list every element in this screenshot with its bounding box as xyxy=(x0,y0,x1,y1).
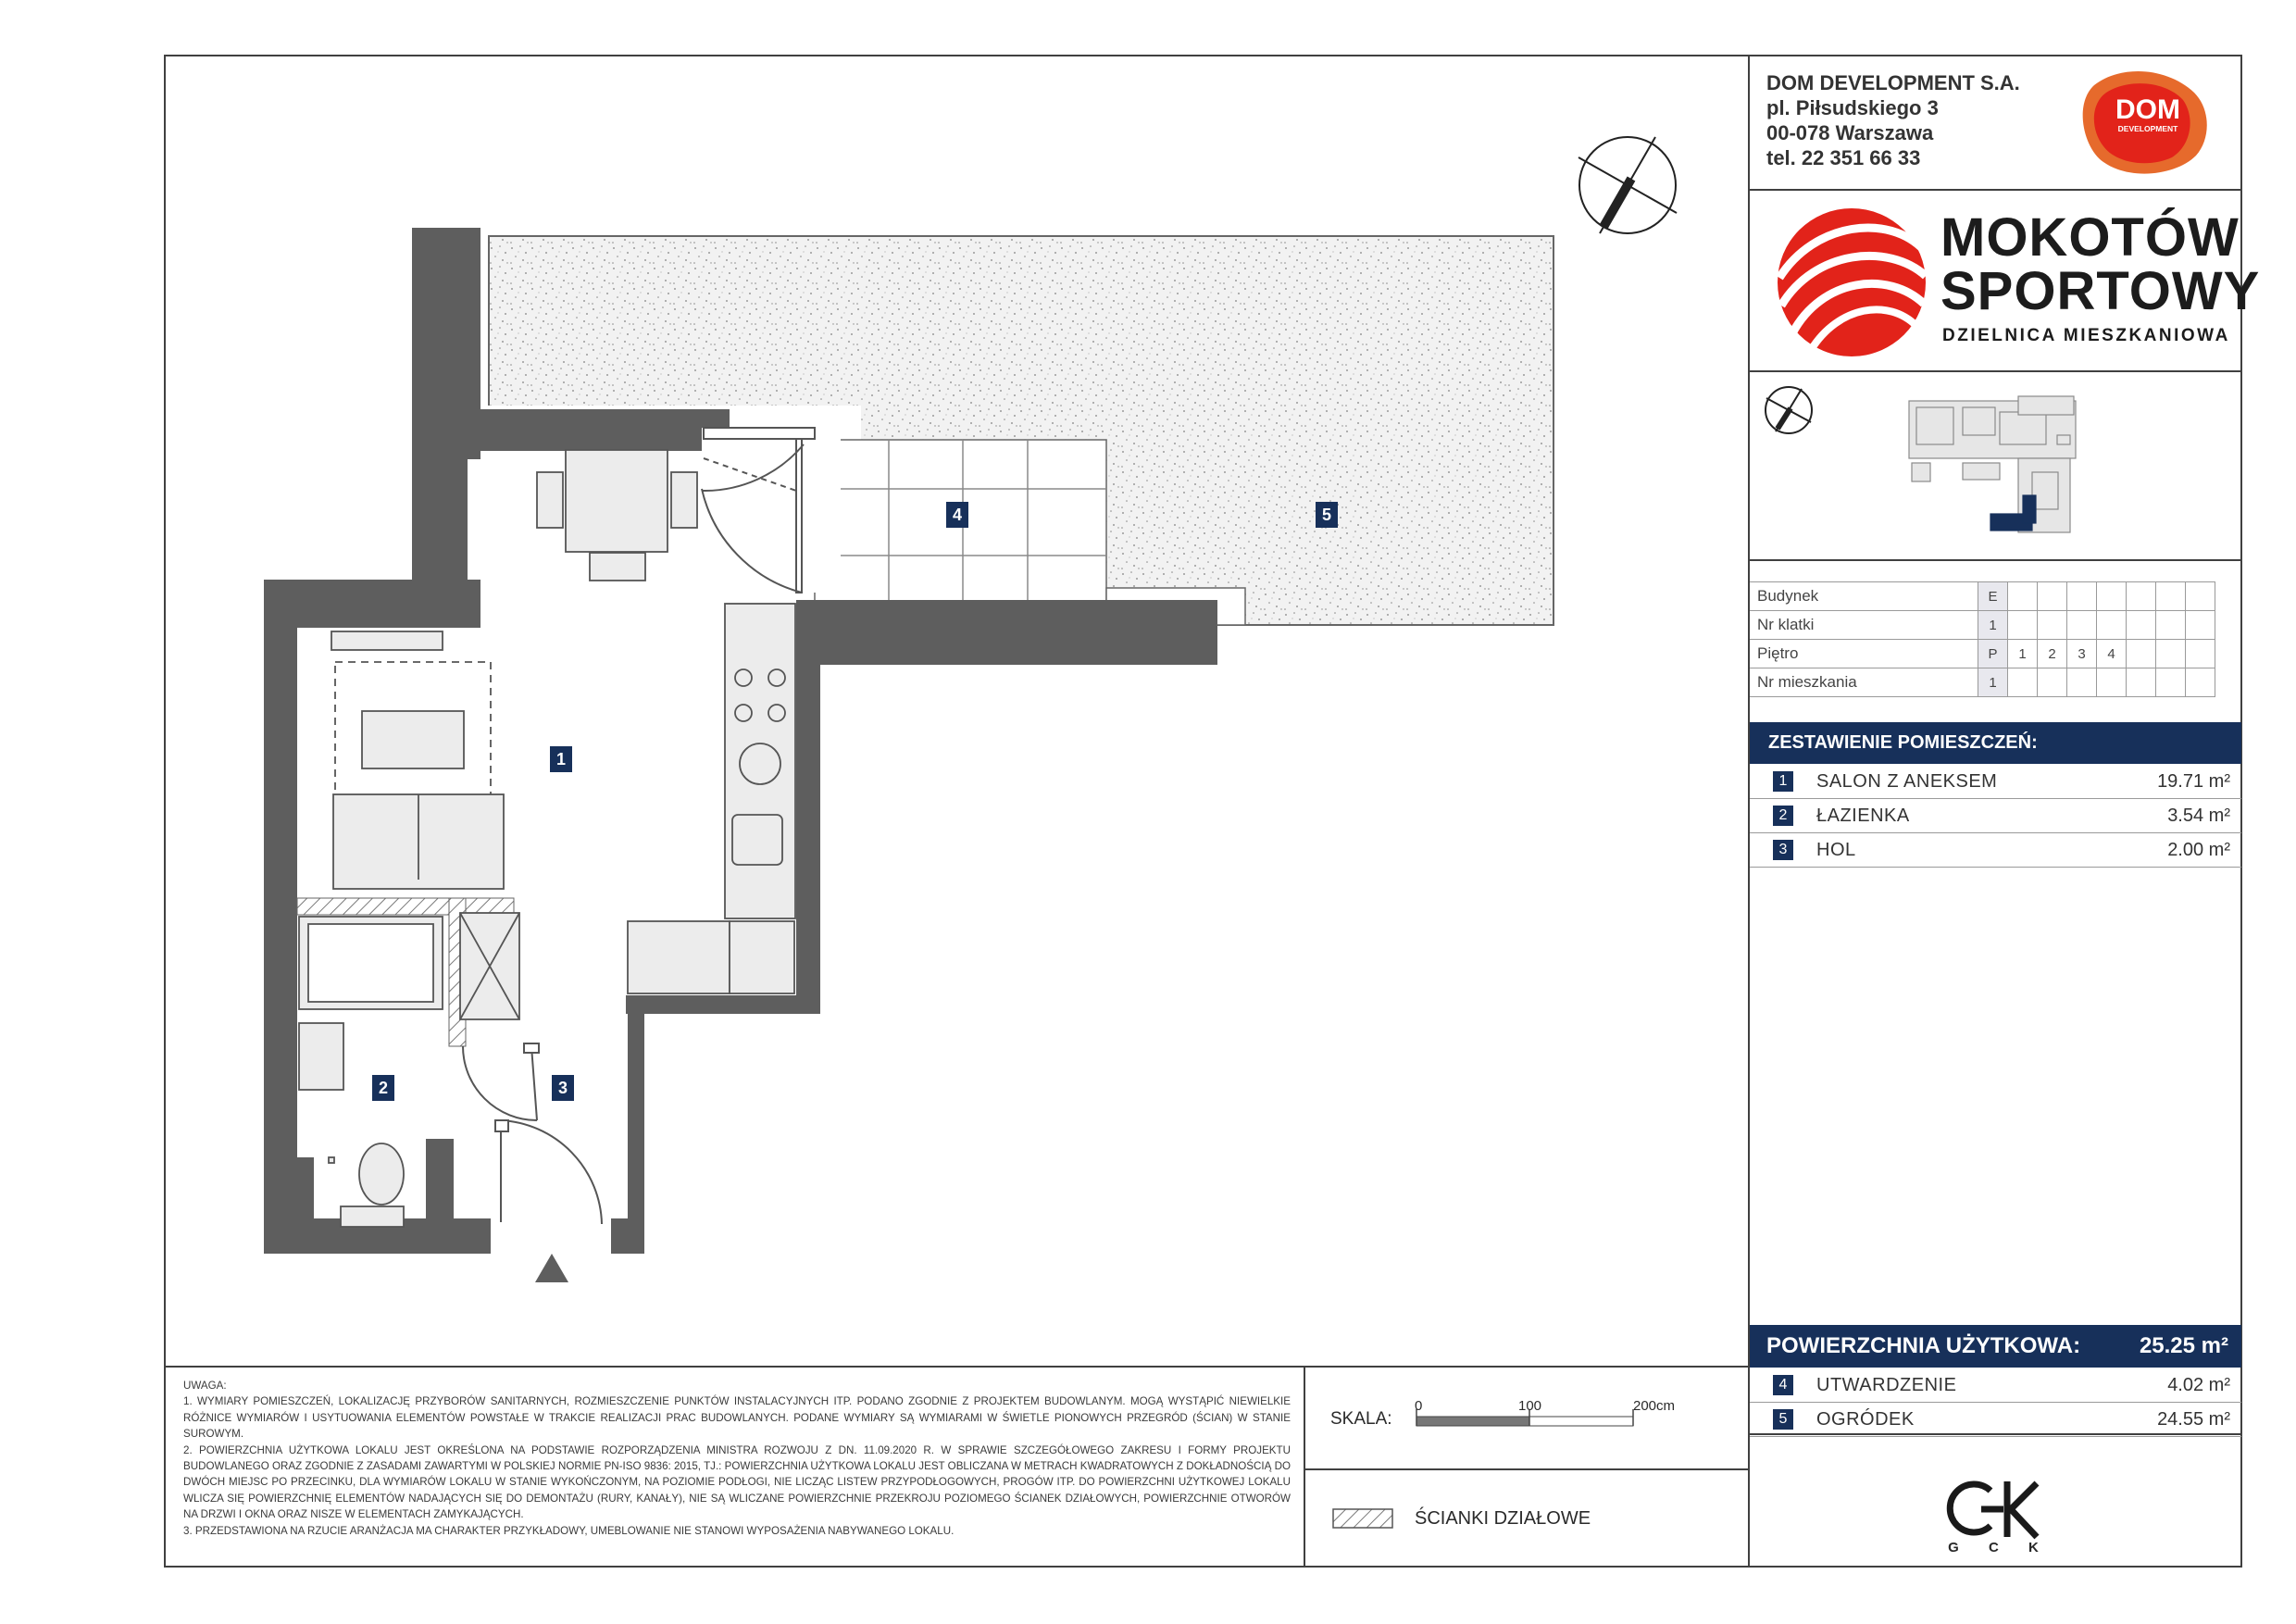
room-number: 2 xyxy=(1773,806,1793,826)
room-name: ŁAZIENKA xyxy=(1816,806,1910,826)
company-address1: pl. Piłsudskiego 3 xyxy=(1766,96,1939,119)
room-number: 5 xyxy=(1773,1409,1793,1430)
room-tag-2: 2 xyxy=(372,1075,394,1101)
apartment-info-table xyxy=(1750,581,2215,697)
room-name: OGRÓDEK xyxy=(1816,1409,1915,1430)
usable-area-label: POWIERZCHNIA UŻYTKOWA: xyxy=(1766,1333,2081,1358)
list-item xyxy=(1750,1403,2241,1437)
note-item: 3. PRZEDSTAWIONA NA RZUCIE ARANŻACJA MA CHARAKTER PRZYKŁADOWY, UMEBLOWANIE NIE STANOWI WYPOSAŻENIA NABYWANEGO LOKALU. xyxy=(183,1524,955,1537)
room-number: 1 xyxy=(1773,771,1793,792)
rooms-header: ZESTAWIENIE POMIESZCZEŃ: xyxy=(1750,722,2241,764)
notes xyxy=(183,1378,1291,1539)
note-item: 2. POWIERZCHNIA UŻYTKOWA LOKALU JEST OKREŚLONA NA PODSTAWIE ROZPORZĄDZENIA MINISTRA ROZWOJU Z DN. 11.09.2020 R. W SPRAWIE SZCZEGÓŁOWEGO ZAKRESU I FORMY PROJEKTU BUDOWLANEGO ORAZ ZGODNIE Z ZASADAMI ZAWARTYMI W POLSKIEJ NORMIE PN-ISO 9836: 2015, TJ.: POWIERZCHNIA UŻYTKOWA LOKALU JEST OBLICZANA W METRACH KWADRATOWYCH Z DOKŁADNOŚCIĄ DO DWÓCH MIEJSC PO PRZECINKU, DLA WYMIARÓW LOKALU W STANIE WYKOŃCZONYM, NA POZIOMIE PODŁOGI, NIE LICZĄC LISTEW PRZYPODŁOGOWYCH, PROGÓW ITP. DO POWIERZCHNI UŻYTKOWEJ LOKALU WLICZA SIĘ POWIERZCHNIĘ ELEMENTÓW NADAJĄCYCH SIĘ DO DEMONTAŻU (RURY, KANAŁY), NIE SĄ WLICZANE POWIERZCHNIE PRZEKROJU POZIOMEGO ŚCIANEK DZIAŁOWYCH, POWIERZCHNIE OTWORÓW NA DRZWI I OKNA ORAZ NISZE W ELEMENTACH ZAMYKAJĄCYCH. xyxy=(183,1443,1291,1521)
company-phone: tel. 22 351 66 33 xyxy=(1766,146,1921,169)
footer-divider xyxy=(164,1366,1750,1368)
room-number: 3 xyxy=(1773,840,1793,860)
scale-tick-0: 0 xyxy=(1415,1398,1423,1414)
header-divider xyxy=(1748,189,2242,191)
usable-area-band xyxy=(1750,1325,2241,1368)
keyplan-divider xyxy=(1748,559,2242,561)
project-subtitle: DZIELNICA MIESZKANIOWA xyxy=(1942,326,2230,345)
room-tag-1: 1 xyxy=(550,746,572,772)
partition-legend-swatch xyxy=(1333,1509,1392,1528)
scale-divider xyxy=(1304,1366,1305,1568)
scale-legend-divider xyxy=(1304,1468,1750,1470)
row-building xyxy=(1750,582,2215,611)
room-area: 19.71 m² xyxy=(2157,771,2230,792)
north-arrow-icon xyxy=(1578,137,1812,433)
list-item xyxy=(1750,799,2241,833)
scale-tick-200: 200cm xyxy=(1633,1398,1676,1414)
apartment-value: 1 xyxy=(1978,668,2008,697)
company-name: DOM DEVELOPMENT S.A. xyxy=(1766,71,2020,94)
floor-value: P xyxy=(1978,640,2008,668)
room-area: 4.02 m² xyxy=(2167,1375,2230,1395)
list-item xyxy=(1750,1368,2241,1403)
room-tag-5: 5 xyxy=(1316,502,1338,528)
entrance-arrow-icon xyxy=(535,1254,568,1282)
project-title-line1: MOKOTÓW xyxy=(1940,207,2240,268)
staircase-value: 1 xyxy=(1978,611,2008,640)
room-number: 4 xyxy=(1773,1375,1793,1395)
room-area: 3.54 m² xyxy=(2167,806,2230,826)
brand-divider xyxy=(1748,370,2242,372)
extras-list xyxy=(1750,1368,2241,1437)
floor-option: 2 xyxy=(2038,640,2067,668)
list-item xyxy=(1750,833,2241,868)
room-name: HOL xyxy=(1816,840,1856,860)
dom-logo-text xyxy=(2102,96,2194,133)
room-name: UTWARDZENIE xyxy=(1816,1375,1957,1395)
project-title xyxy=(1940,207,2261,321)
gck-logo xyxy=(1950,1481,2037,1537)
rooms-list xyxy=(1750,765,2241,868)
scale-label: SKALA: xyxy=(1330,1409,1392,1429)
partition-legend-label: ŚCIANKI DZIAŁOWE xyxy=(1415,1508,1591,1529)
scale-tick-100: 100 xyxy=(1518,1398,1542,1414)
company-info xyxy=(1766,70,2020,170)
floor-label: Piętro xyxy=(1750,640,1978,668)
apartment-label: Nr mieszkania xyxy=(1750,668,1978,697)
floor-option: 4 xyxy=(2097,640,2127,668)
staircase-label: Nr klatki xyxy=(1750,611,1978,640)
row-apartment xyxy=(1750,668,2215,697)
building-value: E xyxy=(1978,582,2008,611)
project-title-line2: SPORTOWY xyxy=(1940,261,2261,321)
building-label: Budynek xyxy=(1750,582,1978,611)
floor-option: 3 xyxy=(2067,640,2097,668)
list-item xyxy=(1750,765,2241,799)
gck-logo-text: G C K xyxy=(1948,1540,2052,1555)
room-area: 24.55 m² xyxy=(2157,1409,2230,1430)
room-tag-4: 4 xyxy=(946,502,968,528)
company-address2: 00-078 Warszawa xyxy=(1766,121,1934,144)
row-floor xyxy=(1750,640,2215,668)
note-item: 1. WYMIARY POMIESZCZEŃ, LOKALIZACJĘ PRZYBORÓW SANITARNYCH, ROZMIESZCZENIE PUNKTÓW INSTALACYJNYCH ITP. PODANO ZGODNIE Z PROJEKTEM BUDOWLANYM. MOGĄ WYSTĄPIĆ NIEWIELKIE RÓŻNICE WYMIARÓW I USYTUOWANIA ELEMENTÓW POWSTAŁE W TRAKCIE REALIZACJI PRAC BUDOWLANYCH. PODANE WYMIARY SĄ WYMIARAMI W ŚWIETLE PIONOWYCH PRZEGRÓD (ŚCIAN) W STANIE SUROWYM. xyxy=(183,1395,1291,1441)
project-logo-icon xyxy=(1778,208,1926,356)
room-area: 2.00 m² xyxy=(2167,840,2230,860)
dom-logo-line2: DEVELOPMENT xyxy=(2117,124,2178,133)
floor-option: 1 xyxy=(2008,640,2038,668)
room-name: SALON Z ANEKSEM xyxy=(1816,771,1998,792)
dom-logo-line1: DOM xyxy=(2115,94,2180,125)
notes-title: UWAGA: xyxy=(183,1380,227,1392)
usable-area-value: 25.25 m² xyxy=(2139,1333,2228,1358)
row-staircase xyxy=(1750,611,2215,640)
key-plan xyxy=(1909,396,2076,532)
room-tag-3: 3 xyxy=(552,1075,574,1101)
